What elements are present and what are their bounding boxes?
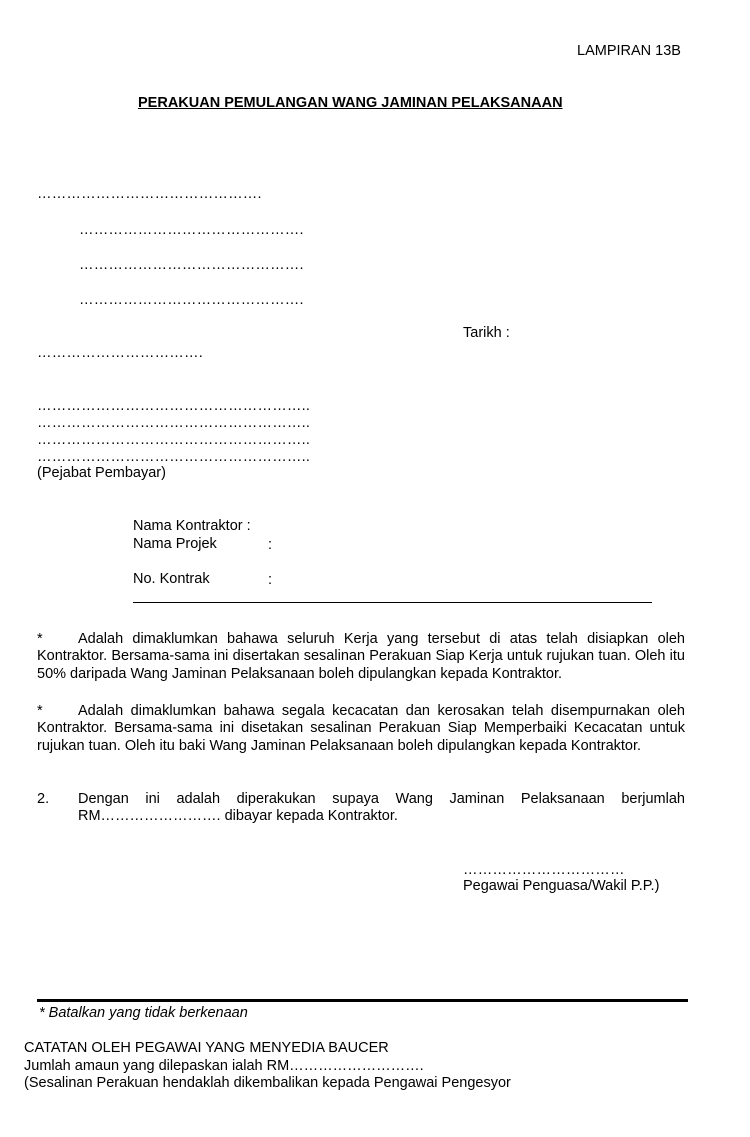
- paragraph-1-first-line: Adalah dimaklumkan bahawa seluruh Kerja yang tersebut di atas telah disiapkan oleh: [78, 631, 685, 647]
- paragraph-defects: [37, 703, 685, 755]
- paragraph-2-first-line: Adalah dimaklumkan bahawa segala kecacatan dan kerosakan telah disempurnakan oleh: [78, 703, 685, 719]
- address-line-3: ……………………………………….: [79, 257, 304, 273]
- footer-divider: [37, 999, 688, 1002]
- paragraph-3-marker: 2.: [37, 791, 50, 807]
- payer-line-3: ………………………………………………..: [37, 432, 311, 448]
- payer-label: (Pejabat Pembayar): [37, 465, 166, 481]
- signature-dots: ……………………………: [463, 862, 625, 878]
- details-divider: [133, 602, 652, 603]
- paragraph-2-marker: *: [37, 703, 43, 719]
- address-line-4: ……………………………………….: [79, 292, 304, 308]
- strike-note: * Batalkan yang tidak berkenaan: [39, 1005, 248, 1021]
- payer-line-1: ………………………………………………..: [37, 398, 311, 414]
- contract-number-label: No. Kontrak: [133, 571, 210, 587]
- paragraph-3-first-line: Dengan ini adalah diperakukan supaya Wang Jaminan Pelaksanaan berjumlah: [78, 791, 685, 807]
- released-amount: Jumlah amaun yang dilepaskan ialah RM……………………….: [24, 1058, 424, 1074]
- return-note: (Sesalinan Perakuan hendaklah dikembalikan kepada Pengawai Pengesyor: [24, 1075, 511, 1091]
- payer-line-2: ………………………………………………..: [37, 415, 311, 431]
- paragraph-1-body: Kontraktor. Bersama-sama ini disertakan sesalinan Perakuan Siap Kerja untuk rujukan tuan. Oleh itu 50% daripada Wang Jaminan Pelaksanaan boleh dipulangkan kepada Kontraktor.: [37, 648, 685, 682]
- paragraph-certification: [37, 791, 685, 826]
- payer-line-4: ………………………………………………..: [37, 449, 311, 465]
- project-name-label: Nama Projek: [133, 536, 217, 552]
- signature-label: Pegawai Penguasa/Wakil P.P.): [463, 878, 660, 894]
- document-title: PERAKUAN PEMULANGAN WANG JAMINAN PELAKSANAAN: [138, 95, 563, 111]
- paragraph-3-body: RM……………………. dibayar kepada Kontraktor.: [78, 808, 398, 825]
- contract-number-colon: :: [268, 572, 273, 588]
- paragraph-completion: [37, 631, 685, 683]
- reference-dots: …………………………….: [37, 345, 203, 361]
- lampiran-label: LAMPIRAN 13B: [577, 43, 681, 59]
- address-line-1: ……………………………………….: [37, 186, 262, 202]
- project-name-colon: :: [268, 537, 273, 553]
- contractor-name-label: Nama Kontraktor :: [133, 518, 251, 534]
- catatan-heading: CATATAN OLEH PEGAWAI YANG MENYEDIA BAUCER: [24, 1040, 389, 1056]
- date-label: Tarikh :: [463, 325, 510, 341]
- paragraph-2-body: Kontraktor. Bersama-sama ini disetakan sesalinan Perakuan Siap Memperbaiki Kecacatan untuk rujukan tuan. Oleh itu baki Wang Jaminan Pelaksanaan boleh dipulangkan kepada Kontraktor.: [37, 720, 685, 754]
- paragraph-1-marker: *: [37, 631, 43, 647]
- address-line-2: ……………………………………….: [79, 222, 304, 238]
